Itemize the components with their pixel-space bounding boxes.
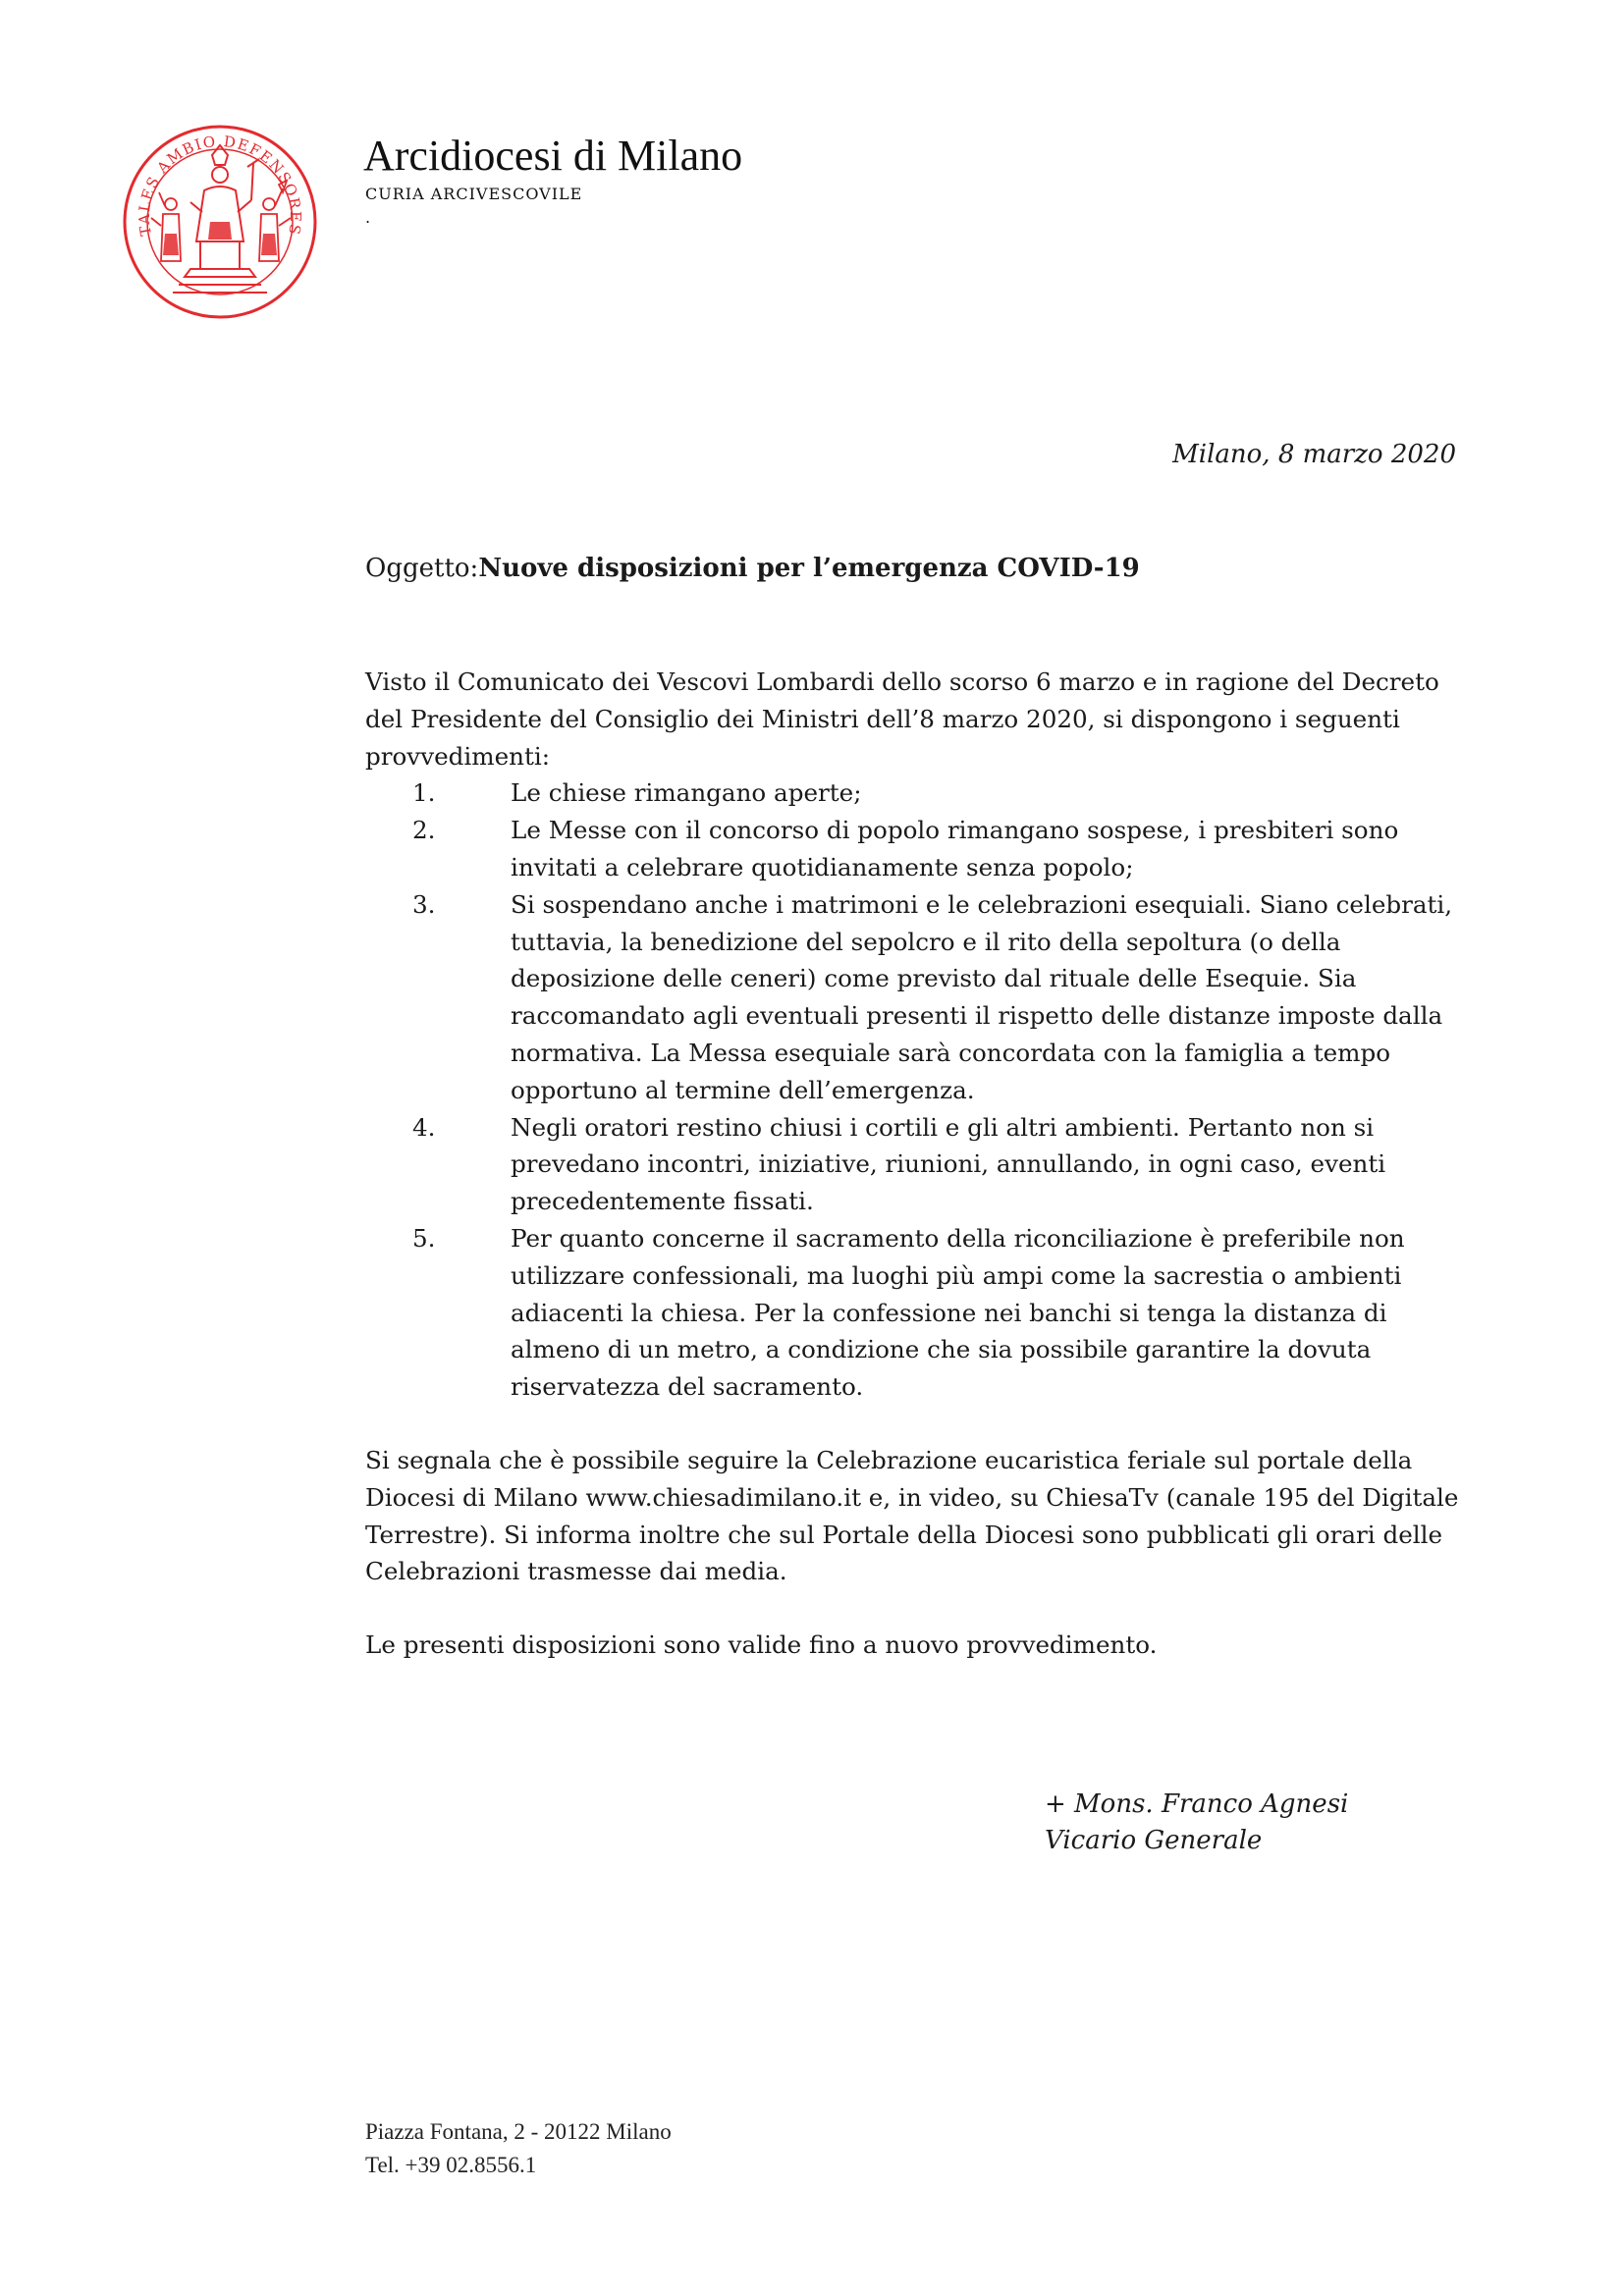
validity-paragraph: Le presenti disposizioni sono valide fino a nuovo provvedimento. xyxy=(365,1630,1158,1660)
document-date: Milano, 8 marzo 2020 xyxy=(1172,440,1456,469)
list-item-text: Negli oratori restino chiusi i cortili e gli altri ambienti. Pertanto non si prevedano incontri, iniziative, riunioni, annullando, in ogni caso, eventi precedentemente fissati. xyxy=(511,1112,1386,1216)
list-item-text: Per quanto concerne il sacramento della riconciliazione è preferibile non utilizzare confessionali, ma luoghi più ampi come la sacrestia o ambienti adiacenti la chiesa. Per la confessione nei banchi si tenga la distanza di almeno di un metro, a condizione che sia possibile garantire la dovuta riservatezza del sacramento. xyxy=(511,1223,1405,1402)
subject-text: Nuove disposizioni per l’emergenza COVID-19 xyxy=(478,554,1140,583)
list-item-number: 5. xyxy=(412,1223,436,1253)
list-item-number: 3. xyxy=(412,889,436,919)
list-item xyxy=(365,812,1465,886)
signature-block xyxy=(1045,1787,1348,1859)
intro-paragraph: Visto il Comunicato dei Vescovi Lombardi dello scorso 6 marzo e in ragione del Decreto del Presidente del Consiglio dei Ministri dell’8 marzo 2020, si dispongono i seguenti provvedimenti: xyxy=(365,667,1439,771)
footer-phone: Tel. +39 02.8556.1 xyxy=(365,2153,537,2177)
organization-subtitle: CURIA ARCIVESCOVILE xyxy=(365,185,583,203)
list-item xyxy=(365,886,1465,1109)
footer-address-block xyxy=(365,2115,672,2182)
organization-name: Arcidiocesi di Milano xyxy=(363,132,743,180)
footer-address: Piazza Fontana, 2 - 20122 Milano xyxy=(365,2119,672,2144)
media-paragraph: Si segnala che è possibile seguire la Celebrazione eucaristica feriale sul portale della Diocesi di Milano www.chiesadimilano.it e, in video, su ChiesaTv (canale 195 del Digitale Terrestre). Si informa inoltre che sul Portale della Diocesi sono pubblicati gli orari delle Celebrazioni trasmesse dai media. xyxy=(365,1445,1459,1586)
list-item-number: 1. xyxy=(412,778,436,808)
seal-motto: TALES AMBIO DEFENSORES xyxy=(135,133,305,238)
subject-label: Oggetto: xyxy=(365,554,479,583)
signatory-role: Vicario Generale xyxy=(1045,1826,1263,1855)
list-item-text: Le chiese rimangano aperte; xyxy=(511,778,862,808)
provisions-list xyxy=(365,774,1465,1406)
archdiocese-seal-logo xyxy=(122,124,318,320)
list-item xyxy=(365,1109,1465,1220)
list-item xyxy=(365,1220,1465,1406)
letter-body xyxy=(365,664,1465,1664)
list-item-text: Si sospendano anche i matrimoni e le celebrazioni esequiali. Siano celebrati, tuttavia, la benedizione del sepolcro e il rito della sepoltura (o della deposizione delle ceneri) come previsto dal rituale delle Esequie. Sia raccomandato agli eventuali presenti il rispetto delle distanze imposte dalla normativa. La Messa esequiale sarà concordata con la famiglia a tempo opportuno al termine dell’emergenza. xyxy=(511,889,1453,1104)
signatory-name: + Mons. Franco Agnesi xyxy=(1045,1789,1349,1819)
header-dot: . xyxy=(365,208,371,227)
subject-line xyxy=(365,552,1140,585)
list-item-number: 2. xyxy=(412,816,436,845)
list-item xyxy=(365,774,1465,812)
list-item-text: Le Messe con il concorso di popolo rimangano sospese, i presbiteri sono invitati a celebrare quotidianamente senza popolo; xyxy=(511,816,1399,881)
list-item-number: 4. xyxy=(412,1112,436,1142)
